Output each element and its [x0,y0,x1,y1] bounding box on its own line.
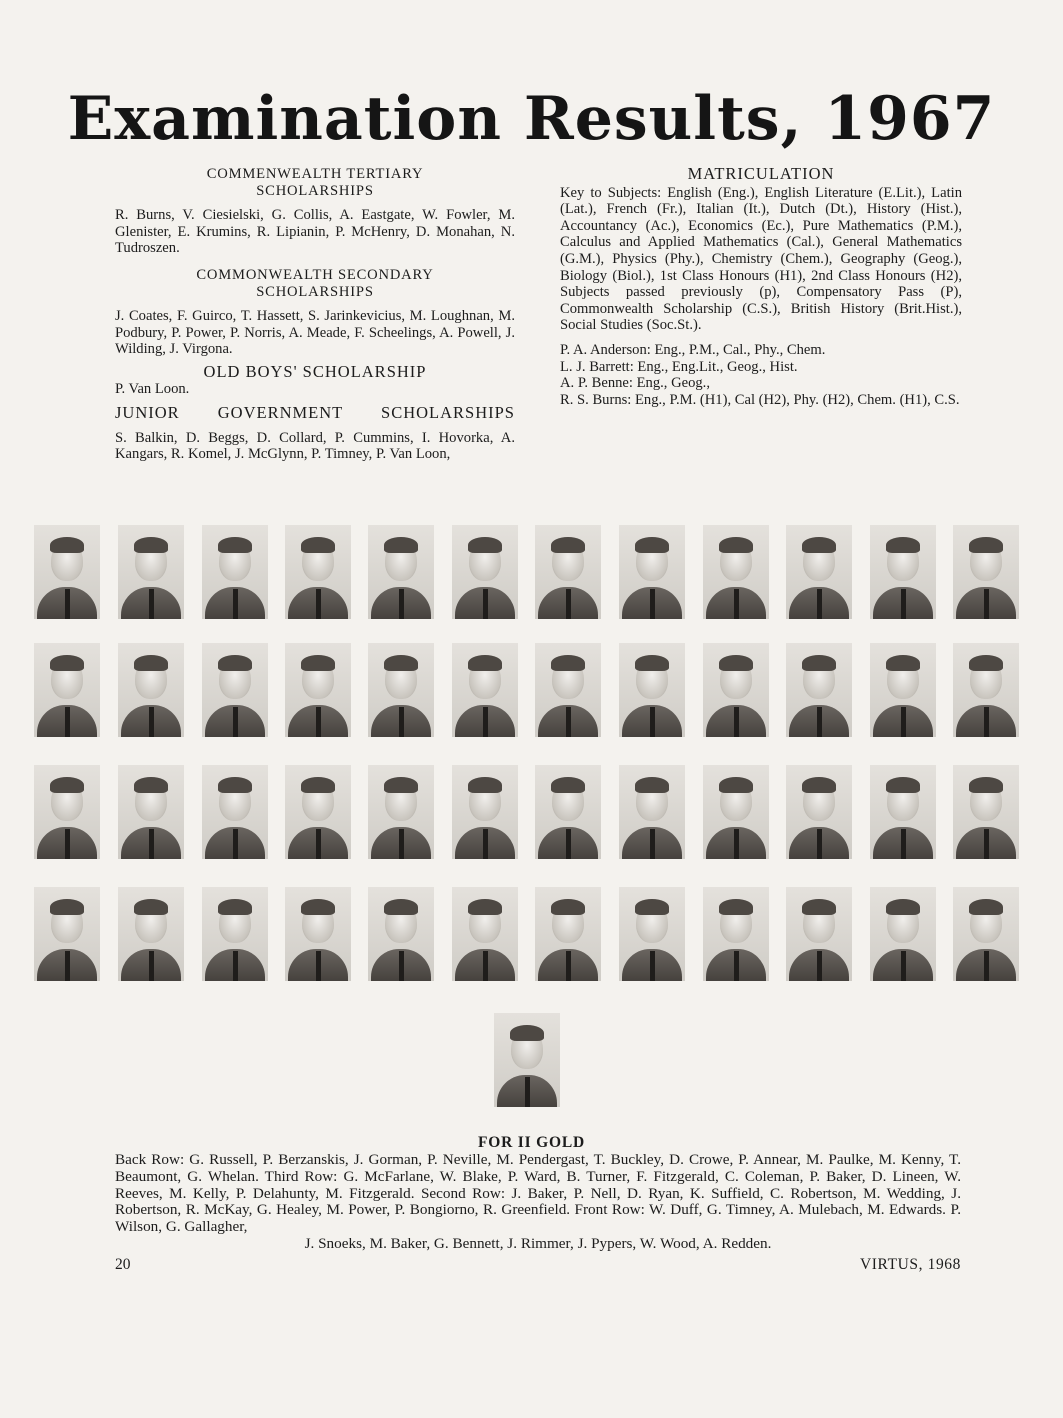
matriculation-heading: MATRICULATION [687,164,835,183]
student-photo [494,1013,560,1107]
student-photo [285,765,351,859]
scholarships-column [115,166,515,463]
student-photo [953,525,1019,619]
matriculation-entry: R. S. Burns: Eng., P.M. (H1), Cal (H2), Phy. (H2), Chem. (H1), C.S. [560,391,960,408]
student-photo [535,887,601,981]
student-photo [870,765,936,859]
student-photo [118,887,184,981]
student-photo [703,887,769,981]
student-photo [786,525,852,619]
photo-caption [115,1152,961,1253]
oldboys-names: P. Van Loon. [115,380,190,397]
student-photo [870,643,936,737]
caption-text: Back Row: G. Russell, P. Berzanskis, J. Gorman, P. Neville, M. Pendergast, T. Buckley, D. Crowe, P. Annear, M. Paulke, M. Kenny, T. Beaumont, G. Whelan. Third Row: G. McFarlane, W. Blake, P. Ward, B. Turner, F. Fitzgerald, C. Coleman, P. Baker, D. Lineen, W. Reeves, M. Kelly, P. Delahunty, M. Fitzgerald. Second Row: J. Baker, P. Nell, D. Ryan, K. Suffield, C. Robertson, M. Wedding, J. Robertson, R. McKay, G. Healey, M. Power, P. Bongiorno, R. Greenfield. Front Row: W. Duff, G. Timney, A. Mulebach, M. Edwards. P. Wilson, G. Gallagher, [115,1151,961,1236]
student-photo [619,525,685,619]
student-photo [118,765,184,859]
student-photo [118,525,184,619]
matriculation-column [560,166,962,408]
caption-last-line: J. Snoeks, M. Baker, G. Bennett, J. Rimmer, J. Pypers, W. Wood, A. Redden. [304,1234,772,1252]
tertiary-heading: COMMENWEALTH TERTIARY SCHOLARSHIPS [206,166,424,199]
student-photo [34,887,100,981]
student-photo [452,643,518,737]
student-photo [368,643,434,737]
student-photo [535,643,601,737]
subject-key: Key to Subjects: English (Eng.), English Literature (E.Lit.), Latin (Lat.), French (Fr.), Italian (It.), Dutch (Dt.), History (Hist.), Accountancy (Ac.), Economics (Ec.), Pure Mathematics (P.M.), Calculus and Applied Mathematics (Cal.), General Mathematics (G.M.), Physics (Phy.), Chemistry (Chem.), Geography (Geog.), Biology (Biol.), 1st Class Honours (H1), 2nd Class Honours (H2), Subjects passed previously (p), Compensatory Pass (P), Commonwealth Scholarship (C.S.), British History (Brit.Hist.), Social Studies (Soc.St.). [560,184,962,334]
page-title: Examination Results, 1967 [67,84,996,154]
student-photo [786,765,852,859]
student-photo [703,643,769,737]
page-number: 20 [115,1256,131,1273]
student-photo [953,643,1019,737]
student-photo [703,525,769,619]
secondary-names: J. Coates, F. Guirco, T. Hassett, S. Jarinkevicius, M. Loughnan, M. Podbury, P. Power, P. Norris, A. Meade, F. Scheelings, A. Powell, J. Wilding, J. Virgona. [115,308,515,358]
student-photo [368,765,434,859]
student-photo [535,525,601,619]
student-photo [118,643,184,737]
student-photo [368,525,434,619]
student-photo [953,765,1019,859]
publication-footer: VIRTUS, 1968 [860,1256,961,1273]
matriculation-entry: L. J. Barrett: Eng., Eng.Lit., Geog., Hist. [560,358,798,375]
student-photo [786,887,852,981]
student-photo [870,887,936,981]
oldboys-heading: OLD BOYS' SCHOLARSHIP [203,361,427,381]
student-photo [619,887,685,981]
matriculation-entry: P. A. Anderson: Eng., P.M., Cal., Phy., Chem. [560,341,826,358]
student-photo [786,643,852,737]
student-photo [619,643,685,737]
student-photo [452,525,518,619]
student-photo [285,887,351,981]
junior-heading: JUNIOR GOVERNMENT SCHOLARSHIPS [115,403,515,423]
student-photo [870,525,936,619]
tertiary-names: R. Burns, V. Ciesielski, G. Collis, A. Eastgate, W. Fowler, M. Glenister, E. Krumins, R. Lipianin, P. McHenry, D. Monahan, N. Tudroszen. [115,207,515,257]
student-photo [285,643,351,737]
student-photo [34,525,100,619]
student-photo [285,525,351,619]
junior-names: S. Balkin, D. Beggs, D. Collard, P. Cummins, I. Hovorka, A. Kangars, R. Komel, J. McGlynn, P. Timney, P. Van Loon, [115,429,515,463]
student-photo [953,887,1019,981]
matriculation-entry: A. P. Benne: Eng., Geog., [560,375,710,392]
student-photo [452,887,518,981]
caption-title: FOR II GOLD [478,1134,585,1151]
student-photo [368,887,434,981]
student-photo [703,765,769,859]
student-photo [202,525,268,619]
student-photo [34,643,100,737]
matriculation-entries [560,342,962,408]
student-photo [34,765,100,859]
student-photo [452,765,518,859]
student-photo [619,765,685,859]
secondary-heading: COMMONWEALTH SECONDARY SCHOLARSHIPS [196,266,434,300]
student-photo [202,643,268,737]
student-photo [202,765,268,859]
student-photo [202,887,268,981]
student-photo [535,765,601,859]
